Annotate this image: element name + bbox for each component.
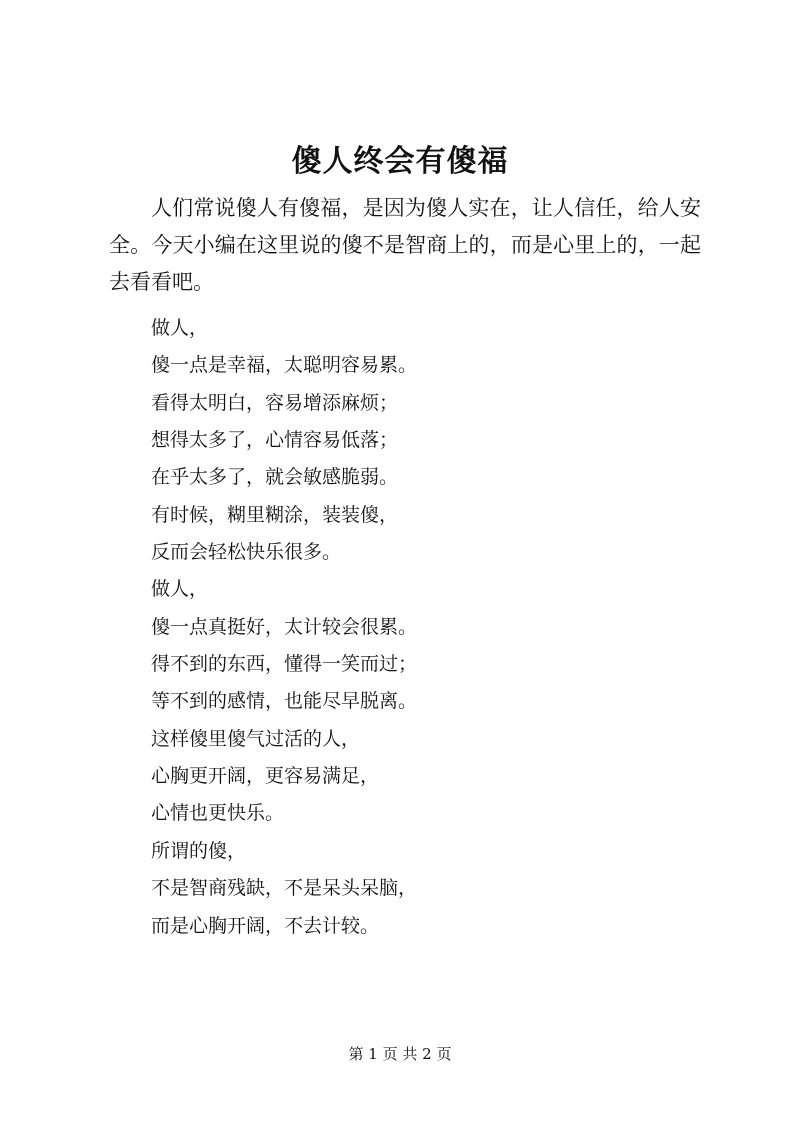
poem-line: 想得太多了，心情容易低落；: [151, 429, 399, 452]
poem-line: 反而会轻松快乐很多。: [151, 541, 342, 564]
poem-line: 做人，: [151, 317, 209, 339]
poem-line: 这样傻里傻气过活的人，: [151, 727, 361, 750]
poem-line: 心情也更快乐。: [151, 802, 285, 825]
poem-line: 傻一点是幸福，太聪明容易累。: [151, 354, 418, 377]
poem-line: 等不到的感情，也能尽早脱离。: [151, 690, 418, 713]
page-footer: 第 1 页 共 2 页: [348, 1045, 452, 1063]
poem-line: 不是智商残缺，不是呆头呆脑，: [151, 877, 418, 900]
document-title: 傻人终会有傻福: [291, 144, 509, 179]
poem-lines: [151, 310, 417, 945]
poem-line: 傻一点真挺好，太计较会很累。: [151, 615, 418, 638]
poem-line: 所谓的傻，: [151, 839, 247, 862]
poem-line: 做人，: [151, 578, 209, 601]
poem-line: 得不到的东西，懂得一笑而过；: [151, 653, 418, 676]
poem-line: 有时候，糊里糊涂，装装傻，: [151, 503, 399, 526]
poem-line: 而是心胸开阔，不去计较。: [151, 914, 380, 937]
poem-line: 心胸更开阔，更容易满足，: [151, 765, 380, 788]
poem-line: 在乎太多了，就会敏感脆弱。: [151, 466, 399, 489]
intro-paragraph: 人们常说傻人有傻福，是因为傻人实在，让人信任，给人安全。今天小编在这里说的傻不是智商上的，而是心里上的，一起去看看吧。: [109, 196, 701, 294]
poem-line: 看得太明白，容易增添麻烦；: [151, 391, 399, 414]
